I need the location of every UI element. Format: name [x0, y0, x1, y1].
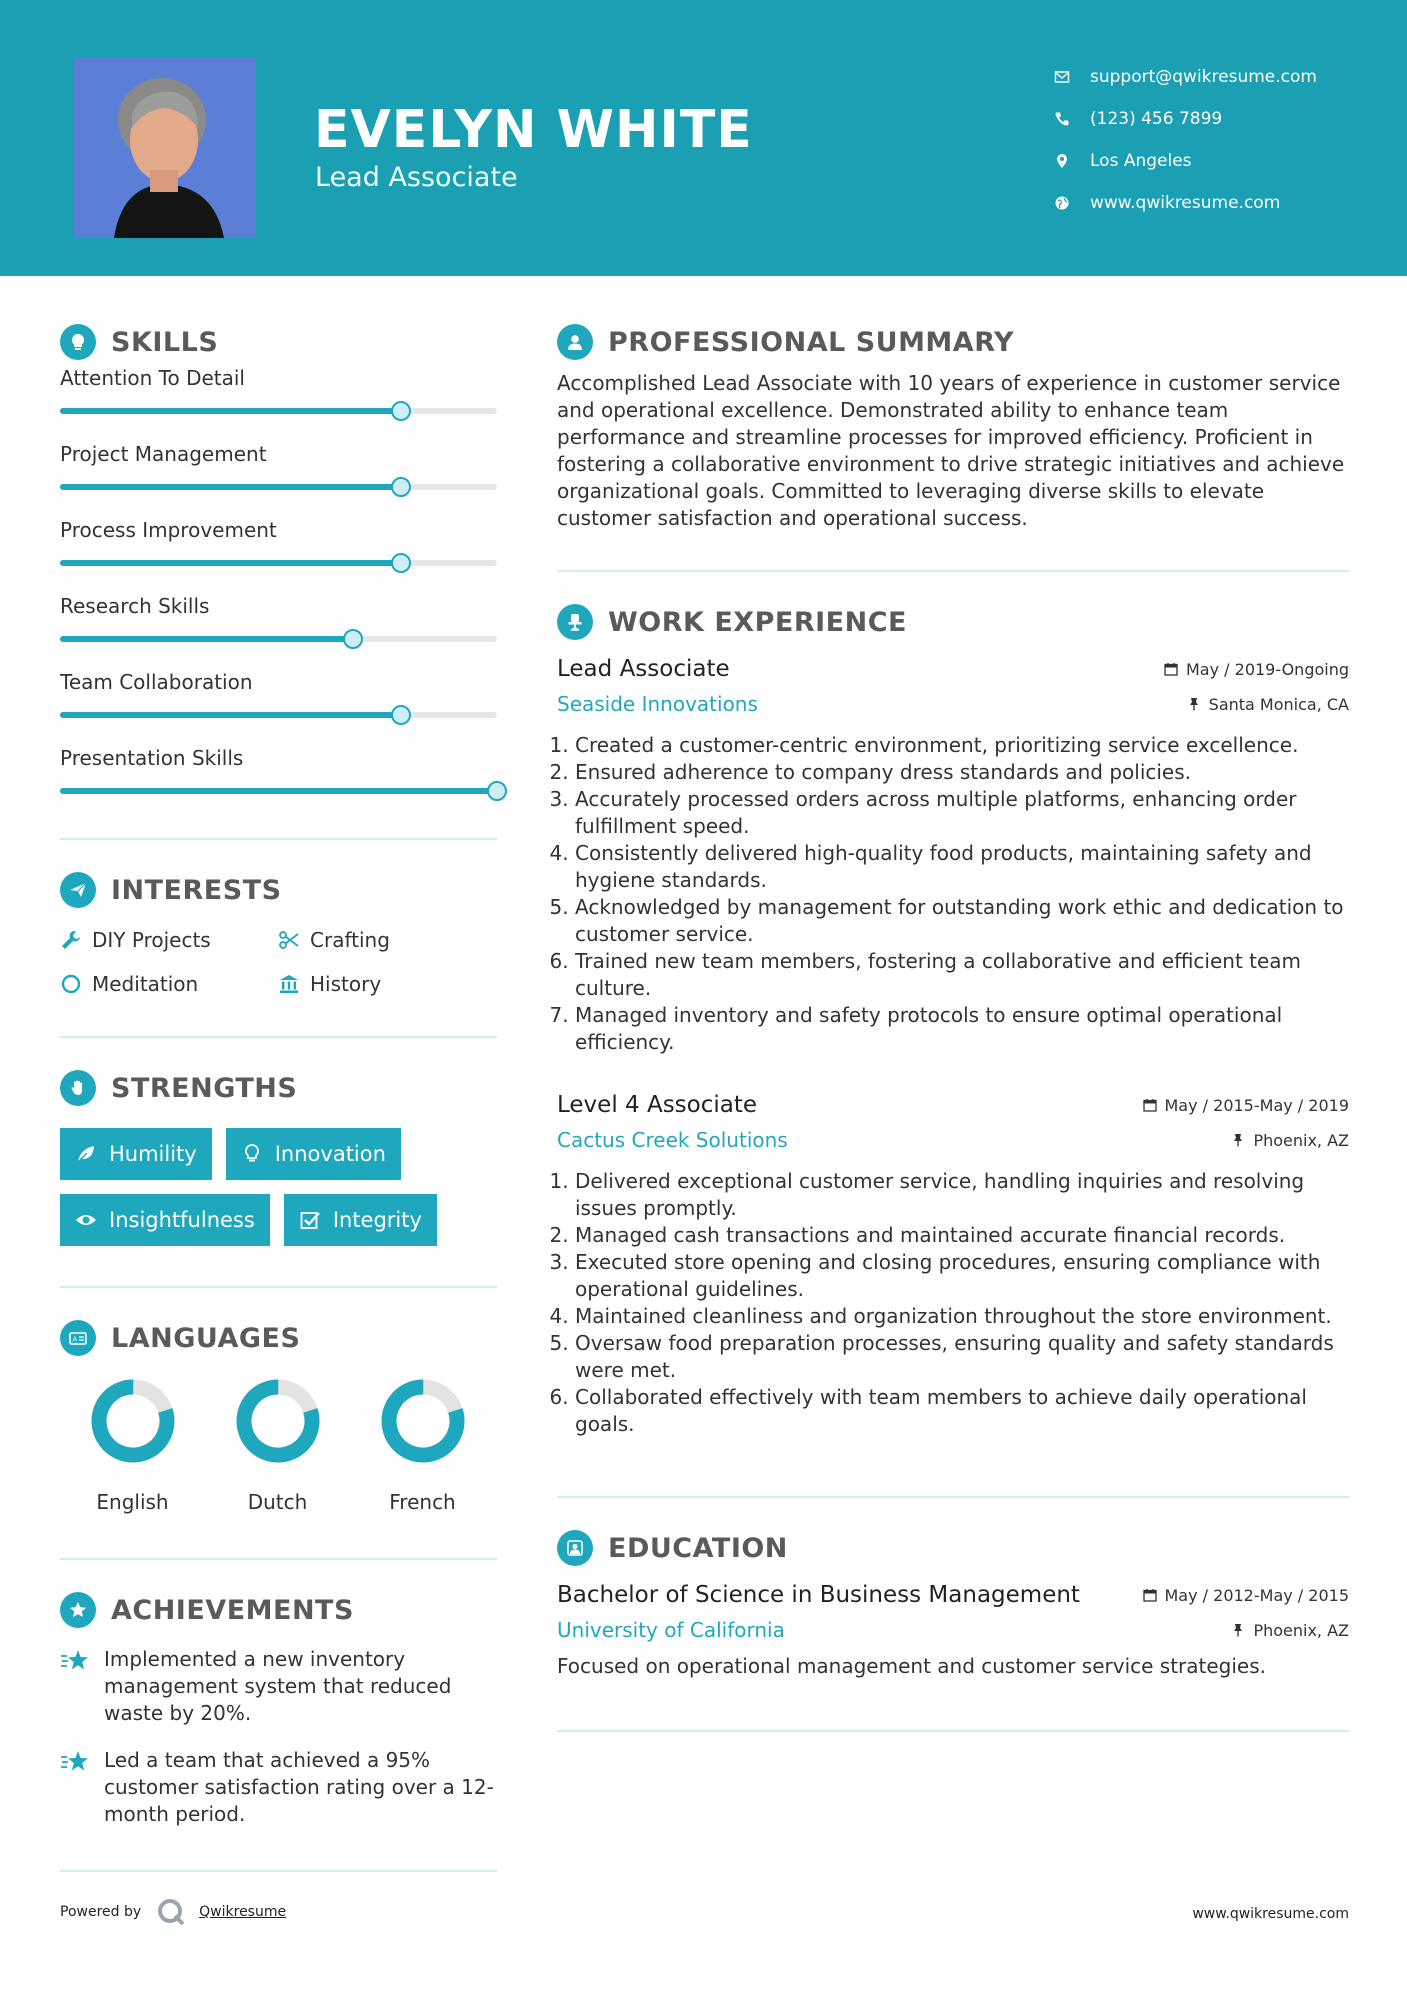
- skill-label: Process Improvement: [60, 518, 277, 542]
- interest-item: [278, 972, 478, 996]
- user-icon: [557, 324, 593, 360]
- achievements-heading: [60, 1590, 497, 1630]
- powered-by-text: Powered by: [60, 1904, 142, 1920]
- duty-item: 2. Ensured adherence to company dress standards and policies.: [575, 759, 1349, 786]
- skill-bar: [60, 484, 497, 490]
- skill-label: Team Collaboration: [60, 670, 253, 694]
- duty-item: 4. Maintained cleanliness and organization throughout the store environment.: [575, 1303, 1349, 1330]
- achievement-item: [60, 1747, 497, 1828]
- education-entry: [557, 1582, 1349, 1678]
- section-divider: [557, 1730, 1349, 1732]
- graduate-icon: [557, 1530, 593, 1566]
- contact-location: [1054, 140, 1384, 182]
- interest-label: History: [310, 972, 382, 996]
- contact-list: [1054, 56, 1384, 224]
- job-title: Level 4 Associate: [557, 1092, 758, 1118]
- envelope-icon: [1054, 69, 1090, 85]
- language-donut: [235, 1378, 321, 1464]
- skill-item: [60, 442, 497, 518]
- skill-bar: [60, 560, 497, 566]
- skill-bar-fill: [60, 788, 497, 794]
- strength-label: Humility: [109, 1142, 197, 1166]
- experience-title: WORK EXPERIENCE: [608, 606, 907, 638]
- summary-heading: [557, 322, 1349, 362]
- pushpin-icon: [1231, 1623, 1245, 1637]
- job-location-text: Santa Monica, CA: [1208, 694, 1349, 714]
- contact-email[interactable]: [1054, 56, 1384, 98]
- strengths-row: [60, 1194, 497, 1246]
- skill-bar-knob: [391, 477, 411, 497]
- strengths-list: [60, 1128, 497, 1246]
- skill-bar: [60, 788, 497, 794]
- language-item: [60, 1378, 205, 1514]
- duty-item: 1. Created a customer-centric environment, prioritizing service excellence.: [575, 732, 1349, 759]
- job-date: [1164, 660, 1349, 679]
- phone-icon: [1054, 111, 1090, 127]
- job-company: Seaside Innovations: [557, 692, 758, 716]
- duty-item: 3. Executed store opening and closing procedures, ensuring compliance with operational guidelines.: [575, 1249, 1349, 1303]
- job-company: Cactus Creek Solutions: [557, 1128, 788, 1152]
- education-location: [1231, 1621, 1349, 1640]
- lightbulb-icon: [241, 1143, 263, 1165]
- language-label: French: [389, 1490, 456, 1514]
- star-icon: [60, 1648, 92, 1676]
- language-donut-arc: [380, 1378, 466, 1464]
- interest-item: [60, 928, 278, 952]
- contact-website-text: www.qwikresume.com: [1090, 193, 1281, 213]
- strength-label: Insightfulness: [109, 1208, 255, 1232]
- strength-label: Integrity: [332, 1208, 422, 1232]
- candidate-name: EVELYN WHITE: [314, 100, 753, 160]
- achievements-title: ACHIEVEMENTS: [111, 1594, 354, 1626]
- svg-text:A: A: [72, 1335, 78, 1344]
- resume-header: [0, 0, 1407, 276]
- section-divider: [557, 1496, 1349, 1498]
- duty-item: 5. Acknowledged by management for outstanding work ethic and dedication to customer service.: [575, 894, 1349, 948]
- right-column: [557, 322, 1349, 1732]
- job-duties: [557, 732, 1349, 1056]
- globe-icon: [1054, 195, 1090, 211]
- interest-item: [60, 972, 278, 996]
- interests-list: [60, 928, 497, 996]
- education-location-text: Phoenix, AZ: [1253, 1620, 1349, 1640]
- qwikresume-logo-icon: [155, 1896, 187, 1928]
- languages-list: [60, 1378, 497, 1514]
- skills-title: SKILLS: [111, 326, 219, 358]
- museum-icon: [278, 973, 300, 995]
- skill-bar-fill: [60, 636, 353, 642]
- achievement-text: Led a team that achieved a 95% customer satisfaction rating over a 12-month period.: [104, 1748, 494, 1826]
- skill-bar-fill: [60, 712, 401, 718]
- skill-bar-knob: [391, 705, 411, 725]
- strength-badge: [60, 1128, 212, 1180]
- paper-plane-icon: [60, 872, 96, 908]
- duty-item: 3. Accurately processed orders across multiple platforms, enhancing order fulfillment speed.: [575, 786, 1349, 840]
- job-duties: [557, 1168, 1349, 1438]
- duty-item: 2. Managed cash transactions and maintained accurate financial records.: [575, 1222, 1349, 1249]
- skill-bar-fill: [60, 408, 401, 414]
- pushpin-icon: [1231, 1133, 1245, 1147]
- star-badge-icon: [60, 1592, 96, 1628]
- pushpin-icon: [1187, 697, 1201, 711]
- interest-label: Meditation: [92, 972, 199, 996]
- language-item: [350, 1378, 495, 1514]
- contact-phone-text: (123) 456 7899: [1090, 109, 1223, 129]
- skill-label: Attention To Detail: [60, 366, 245, 390]
- language-donut-arc: [235, 1378, 321, 1464]
- calendar-icon: [1143, 1588, 1157, 1602]
- left-column: [60, 322, 497, 1872]
- duty-item: 4. Consistently delivered high-quality food products, maintaining safety and hygiene standards.: [575, 840, 1349, 894]
- summary-title: PROFESSIONAL SUMMARY: [608, 326, 1015, 358]
- job-title: Lead Associate: [557, 656, 730, 682]
- skill-bar-fill: [60, 484, 401, 490]
- footer-site-link[interactable]: www.qwikresume.com: [1192, 1906, 1349, 1922]
- duty-item: 5. Oversaw food preparation processes, ensuring quality and safety standards were met.: [575, 1330, 1349, 1384]
- skills-list: [60, 366, 497, 822]
- language-label: English: [96, 1490, 169, 1514]
- language-donut-arc: [90, 1378, 176, 1464]
- skill-bar-knob: [391, 553, 411, 573]
- job-entry: [557, 1092, 1349, 1438]
- languages-heading: [60, 1318, 497, 1358]
- job-date-text: May / 2015-May / 2019: [1164, 1095, 1349, 1115]
- job-location: [1231, 1131, 1349, 1150]
- achievements-list: [60, 1646, 497, 1828]
- skill-bar-fill: [60, 560, 401, 566]
- achievement-item: [60, 1646, 497, 1727]
- language-item: [205, 1378, 350, 1514]
- eye-icon: [75, 1209, 97, 1231]
- star-icon: [60, 1749, 92, 1777]
- strength-label: Innovation: [274, 1142, 386, 1166]
- profile-photo: [74, 58, 256, 238]
- skill-bar: [60, 408, 497, 414]
- hand-icon: [60, 1070, 96, 1106]
- language-donut: [380, 1378, 466, 1464]
- skill-bar: [60, 712, 497, 718]
- check-square-icon: [299, 1209, 321, 1231]
- school-name: University of California: [557, 1618, 785, 1642]
- circle-icon: [60, 973, 82, 995]
- skill-item: [60, 746, 497, 822]
- job-date: [1143, 1096, 1350, 1115]
- interests-heading: [60, 870, 497, 910]
- skill-item: [60, 366, 497, 442]
- section-divider: [60, 1870, 497, 1872]
- degree-title: Bachelor of Science in Business Management: [557, 1582, 1080, 1608]
- skill-item: [60, 518, 497, 594]
- skills-heading: [60, 322, 497, 362]
- office-chair-icon: [557, 604, 593, 640]
- interest-label: DIY Projects: [92, 928, 211, 952]
- leaf-icon: [75, 1143, 97, 1165]
- interest-item: [278, 928, 478, 952]
- scissors-icon: [278, 929, 300, 951]
- skill-bar-knob: [391, 401, 411, 421]
- language-label: Dutch: [247, 1490, 308, 1514]
- duty-item: 6. Trained new team members, fostering a collaborative and efficient team culture.: [575, 948, 1349, 1002]
- education-date-text: May / 2012-May / 2015: [1164, 1585, 1349, 1605]
- section-divider: [60, 1036, 497, 1038]
- section-divider: [60, 1286, 497, 1288]
- section-divider: [60, 838, 497, 840]
- languages-title: LANGUAGES: [111, 1322, 301, 1354]
- job-date-text: May / 2019-Ongoing: [1186, 659, 1349, 679]
- education-date: [1143, 1586, 1350, 1605]
- job-location: [1187, 695, 1349, 714]
- strengths-title: STRENGTHS: [111, 1072, 298, 1104]
- job-location-text: Phoenix, AZ: [1253, 1130, 1349, 1150]
- skill-label: Research Skills: [60, 594, 210, 618]
- experience-heading: [557, 602, 1349, 642]
- education-heading: [557, 1528, 1349, 1568]
- education-description: Focused on operational management and customer service strategies.: [557, 1654, 1267, 1678]
- calendar-icon: [1164, 662, 1178, 676]
- strength-badge: [60, 1194, 270, 1246]
- calendar-icon: [1143, 1098, 1157, 1112]
- section-divider: [60, 1558, 497, 1560]
- wrench-icon: [60, 929, 82, 951]
- contact-email-text: support@qwikresume.com: [1090, 67, 1317, 87]
- skill-item: [60, 594, 497, 670]
- achievement-text: Implemented a new inventory management system that reduced waste by 20%.: [104, 1647, 452, 1725]
- duty-item: 1. Delivered exceptional customer service, handling inquiries and resolving issues promptly.: [575, 1168, 1349, 1222]
- candidate-role: Lead Associate: [315, 162, 518, 193]
- strength-badge: [284, 1194, 437, 1246]
- skill-label: Project Management: [60, 442, 267, 466]
- map-pin-icon: [1054, 153, 1090, 169]
- strengths-row: [60, 1128, 497, 1180]
- footer-powered-by: [60, 1896, 286, 1928]
- section-divider: [557, 570, 1349, 572]
- job-entry: [557, 656, 1349, 1056]
- contact-location-text: Los Angeles: [1090, 151, 1192, 171]
- interests-title: INTERESTS: [111, 874, 282, 906]
- strength-badge: [226, 1128, 401, 1180]
- skill-item: [60, 670, 497, 746]
- summary-text: Accomplished Lead Associate with 10 years of experience in customer service and operational excellence. Demonstrated ability to enhance team performance and streamline processes for improved efficiency. Proficient in fostering a collaborative environment to drive strategic initiatives and achieve organizational goals. Committed to leveraging diverse skills to elevate customer satisfaction and operational success.: [557, 371, 1345, 530]
- contact-website[interactable]: [1054, 182, 1384, 224]
- strengths-heading: [60, 1068, 497, 1108]
- duty-item: 7. Managed inventory and safety protocols to ensure optimal operational efficiency.: [575, 1002, 1349, 1056]
- education-title: EDUCATION: [608, 1532, 788, 1564]
- language-card-icon: [60, 1320, 96, 1356]
- skill-bar-knob: [487, 781, 507, 801]
- skill-bar: [60, 636, 497, 642]
- duty-item: 6. Collaborated effectively with team members to achieve daily operational goals.: [575, 1384, 1349, 1438]
- interest-label: Crafting: [310, 928, 390, 952]
- lightbulb-icon: [60, 324, 96, 360]
- skill-label: Presentation Skills: [60, 746, 244, 770]
- skill-bar-knob: [343, 629, 363, 649]
- qwikresume-link[interactable]: Qwikresume: [199, 1904, 287, 1920]
- contact-phone[interactable]: [1054, 98, 1384, 140]
- language-donut: [90, 1378, 176, 1464]
